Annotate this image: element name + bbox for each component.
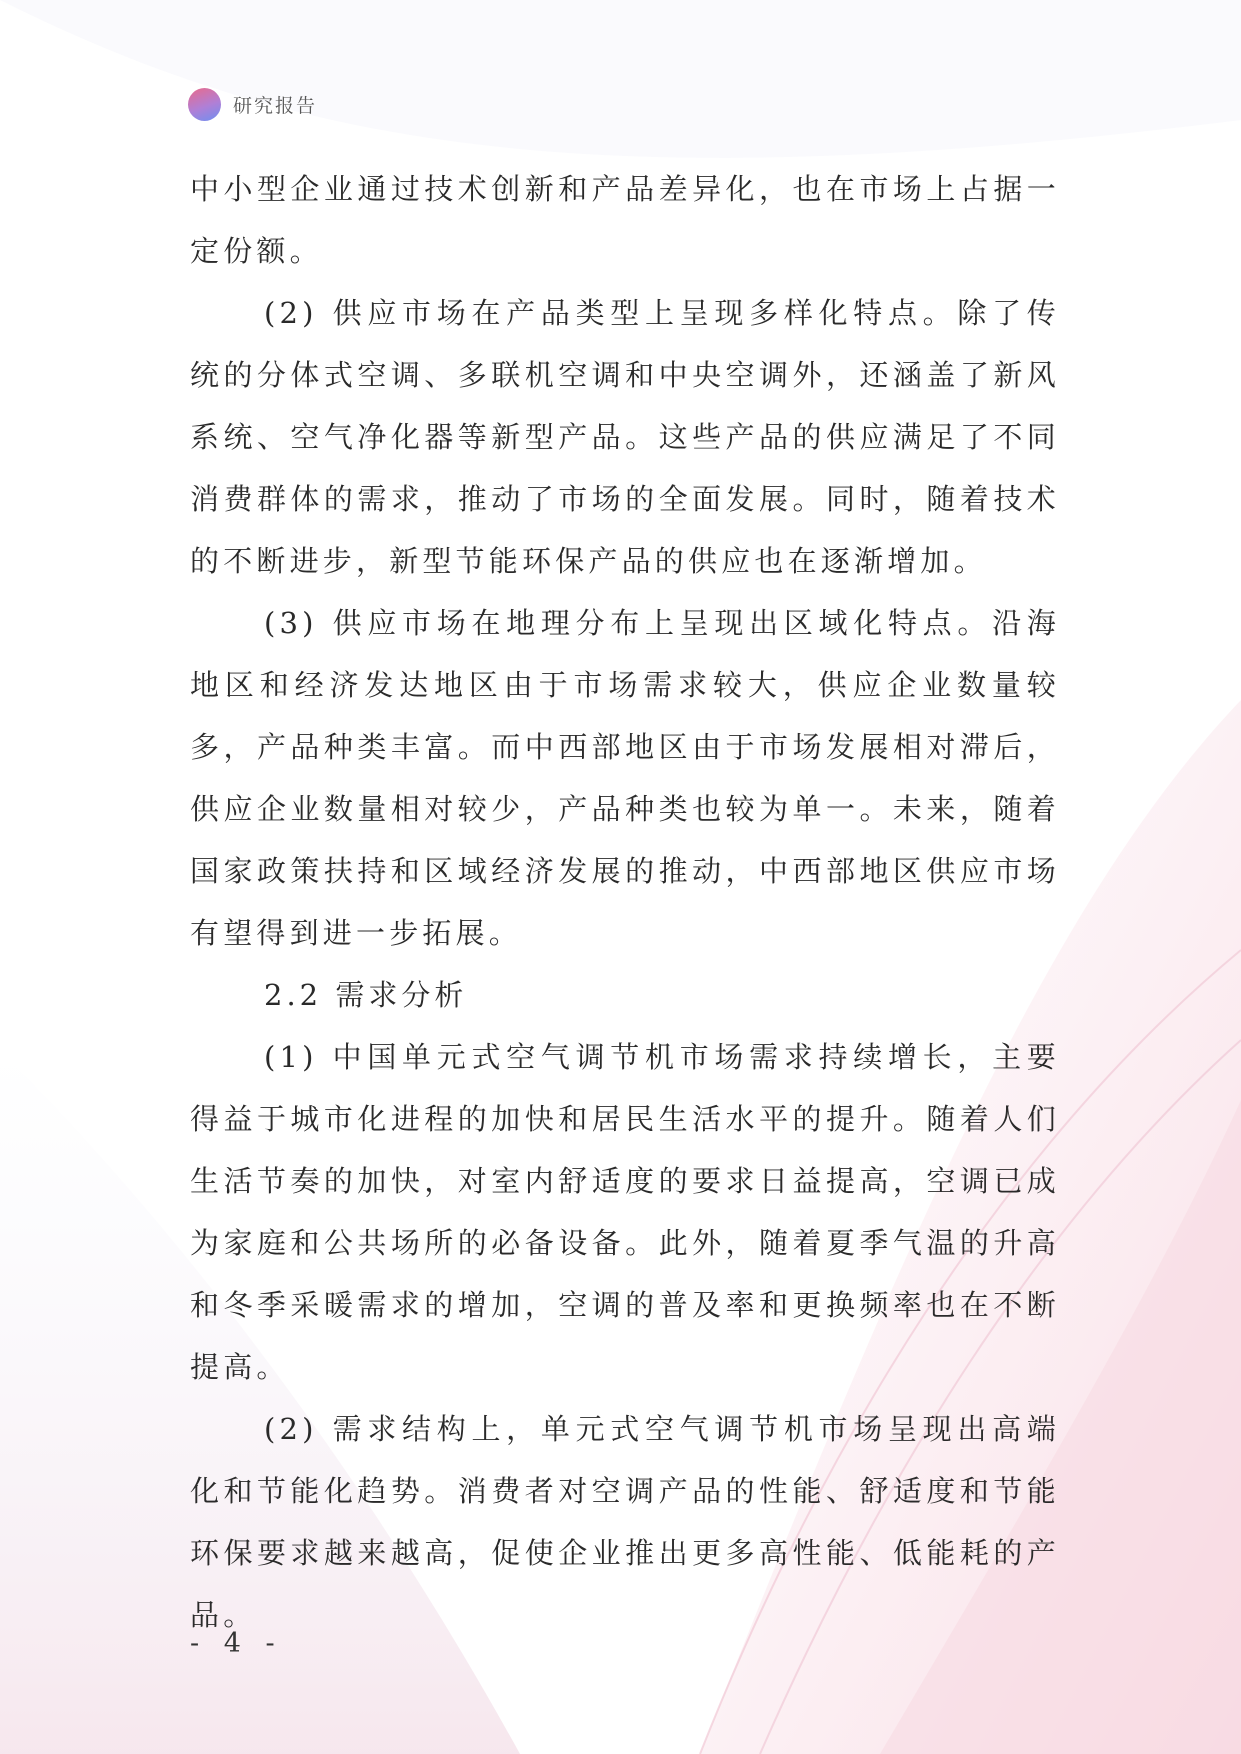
section-heading-demand: 2.2 需求分析 bbox=[264, 978, 468, 1012]
logo-circle-icon bbox=[188, 88, 221, 121]
paragraph-demand-growth: (1) 中国单元式空气调节机市场需求持续增长，主要得益于城市化进程的加快和居民生活水平的提升。随着人们生活节奏的加快，对室内舒适度的要求日益提高，空调已成为家庭和公共场所的必备设备。此外，随着夏季气温的升高和冬季采暖需求的增加，空调的普及率和更换频率也在不断提高。 bbox=[190, 1040, 1060, 1384]
paragraph-supply-regions: (3) 供应市场在地理分布上呈现出区域化特点。沿海地区和经济发达地区由于市场需求较大，供应企业数量较多，产品种类丰富。而中西部地区由于市场发展相对滞后，供应企业数量相对较少，产品种类也较为单一。未来，随着国家政策扶持和区域经济发展的推动，中西部地区供应市场有望得到进一步拓展。 bbox=[190, 606, 1060, 950]
report-header bbox=[188, 88, 317, 121]
header-title: 研究报告 bbox=[233, 95, 318, 117]
document-body bbox=[190, 158, 1060, 1646]
paragraph-demand-structure: (2) 需求结构上，单元式空气调节机市场呈现出高端化和节能化趋势。消费者对空调产品的性能、舒适度和节能环保要求越来越高，促使企业推出更多高性能、低能耗的产品。 bbox=[190, 1412, 1060, 1632]
paragraph-supply-types: (2) 供应市场在产品类型上呈现多样化特点。除了传统的分体式空调、多联机空调和中央空调外，还涵盖了新风系统、空气净化器等新型产品。这些产品的供应满足了不同消费群体的需求，推动了市场的全面发展。同时，随着技术的不断进步，新型节能环保产品的供应也在逐渐增加。 bbox=[190, 296, 1060, 578]
page-number: - 4 - bbox=[190, 1628, 283, 1659]
paragraph-continued: 中小型企业通过技术创新和产品差异化，也在市场上占据一定份额。 bbox=[190, 172, 1060, 268]
